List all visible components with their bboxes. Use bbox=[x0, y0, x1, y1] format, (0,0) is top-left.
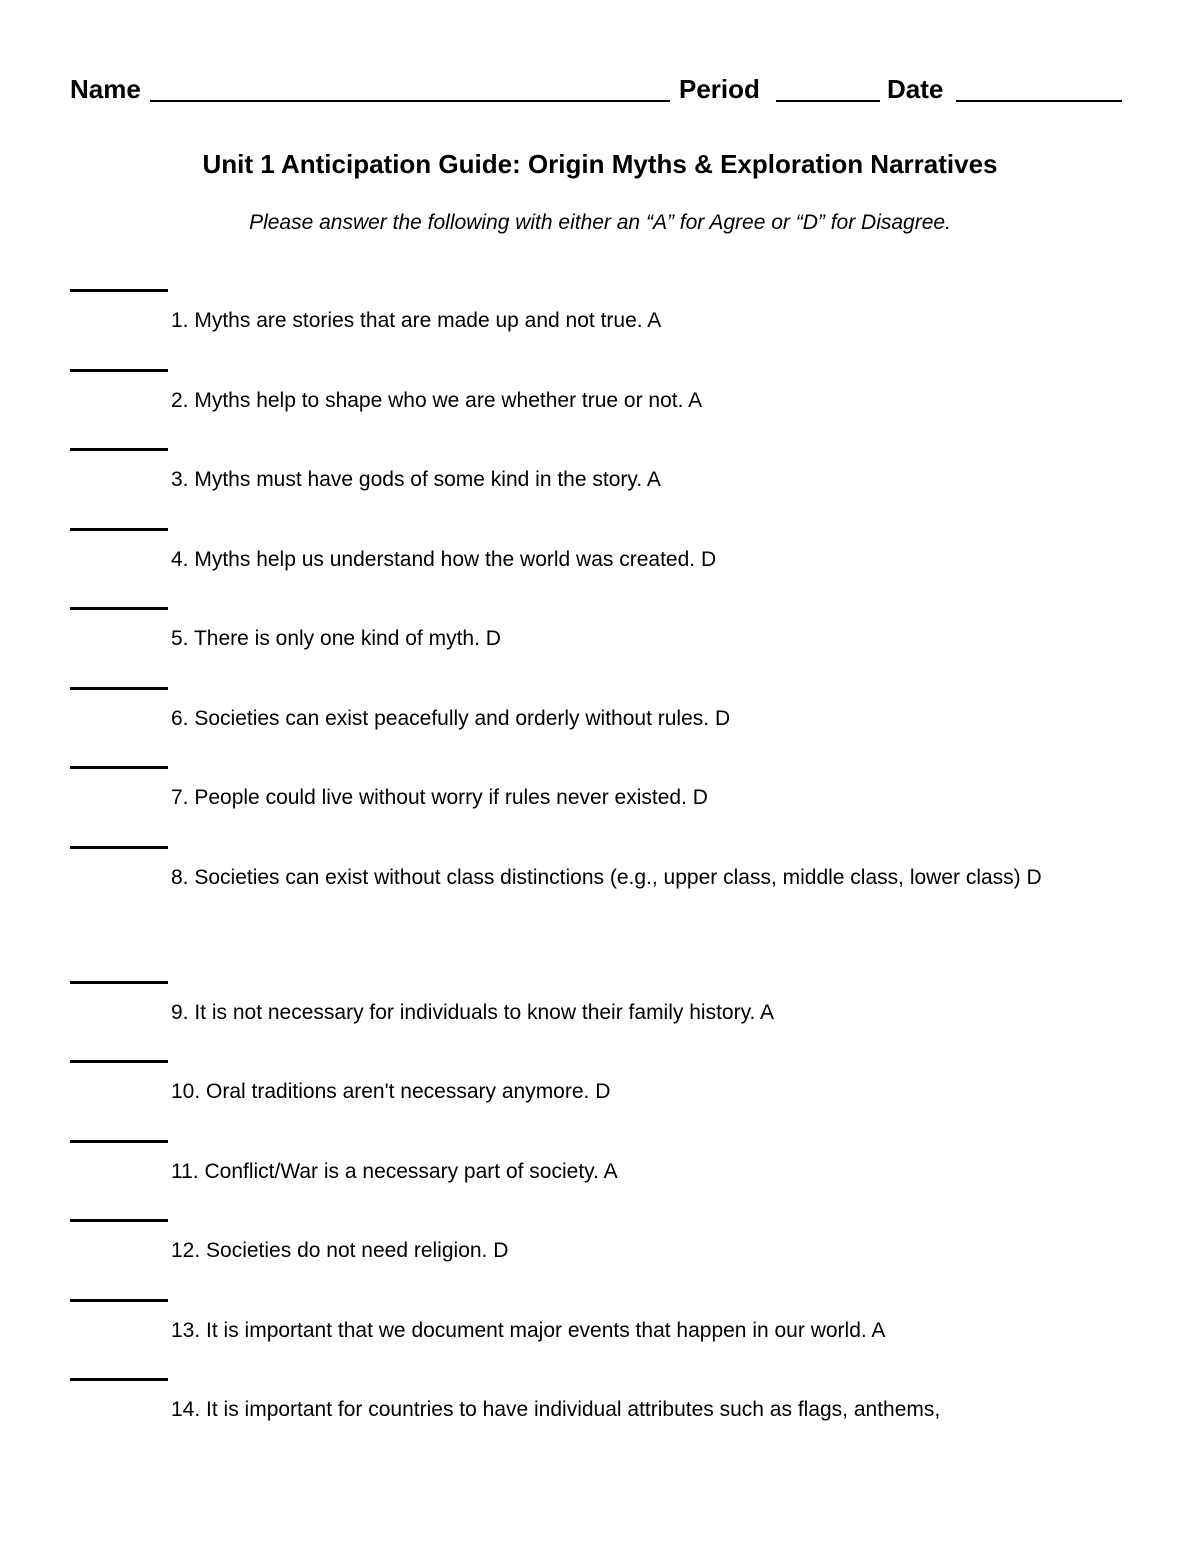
answer-blank-line[interactable] bbox=[70, 528, 168, 531]
answer-blank-line[interactable] bbox=[70, 1299, 168, 1302]
question-text: 6. Societies can exist peacefully and orderly without rules. D bbox=[171, 707, 731, 730]
question-text: 1. Myths are stories that are made up and not true. A bbox=[171, 309, 662, 332]
answer-blank-line[interactable] bbox=[70, 766, 168, 769]
instructions-text: Please answer the following with either an “A” for Agree or “D” for Disagree. bbox=[249, 211, 951, 234]
answer-blank-line[interactable] bbox=[70, 607, 168, 610]
question-text: 5. There is only one kind of myth. D bbox=[171, 627, 501, 650]
worksheet-title: Unit 1 Anticipation Guide: Origin Myths & Exploration Narratives bbox=[202, 149, 998, 179]
answer-blank-line[interactable] bbox=[70, 1060, 168, 1063]
question-text: 7. People could live without worry if rules never existed. D bbox=[171, 786, 708, 809]
answer-blank-line[interactable] bbox=[70, 1219, 168, 1222]
answer-blank-line[interactable] bbox=[70, 1378, 168, 1381]
answer-blank-line[interactable] bbox=[70, 687, 168, 690]
name-label: Name bbox=[70, 74, 141, 104]
question-text: 11. Conflict/War is a necessary part of society. A bbox=[171, 1160, 618, 1183]
question-text: 3. Myths must have gods of some kind in the story. A bbox=[171, 468, 661, 491]
question-text: 4. Myths help us understand how the world was created. D bbox=[171, 548, 717, 571]
period-label: Period bbox=[679, 74, 760, 104]
question-text: 9. It is not necessary for individuals to know their family history. A bbox=[171, 1001, 775, 1024]
question-text: 14. It is important for countries to have individual attributes such as flags, anthems, bbox=[171, 1398, 941, 1421]
question-text: 12. Societies do not need religion. D bbox=[171, 1239, 509, 1262]
answer-blank-line[interactable] bbox=[70, 289, 168, 292]
question-text: 13. It is important that we document major events that happen in our world. A bbox=[171, 1319, 886, 1342]
answer-blank-line[interactable] bbox=[70, 448, 168, 451]
answer-blank-line[interactable] bbox=[70, 846, 168, 849]
question-text: 8. Societies can exist without class distinctions (e.g., upper class, middle class, lower class) D bbox=[171, 866, 1042, 889]
date-label: Date bbox=[887, 74, 944, 104]
question-text: 2. Myths help to shape who we are whether true or not. A bbox=[171, 389, 703, 412]
answer-blank-line[interactable] bbox=[70, 369, 168, 372]
answer-blank-line[interactable] bbox=[70, 981, 168, 984]
question-text: 10. Oral traditions aren't necessary anymore. D bbox=[171, 1080, 611, 1103]
answer-blank-line[interactable] bbox=[70, 1140, 168, 1143]
